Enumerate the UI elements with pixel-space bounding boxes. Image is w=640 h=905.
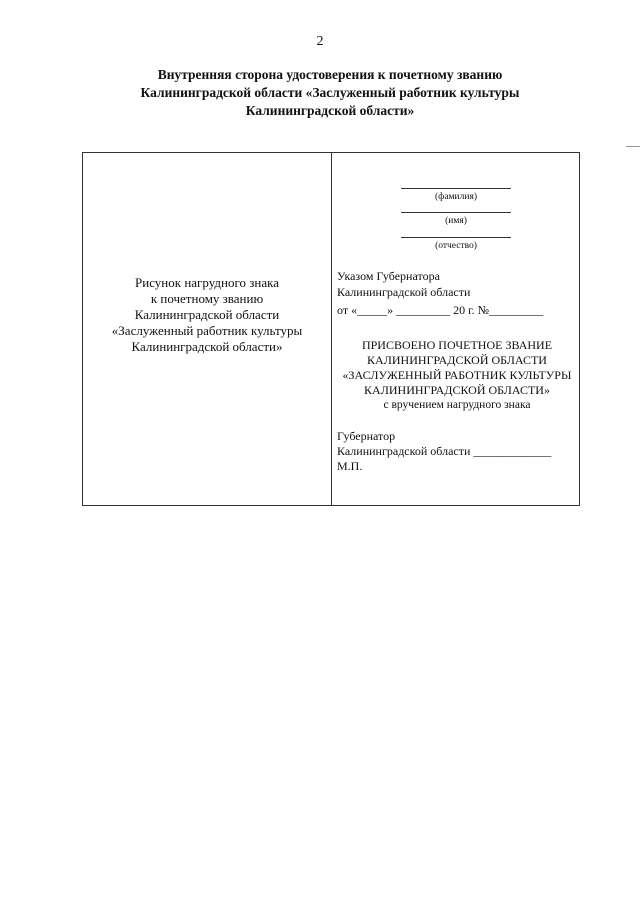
decree-line: Указом Губернатора	[337, 269, 440, 283]
signature-line: Калининградской области _____________	[337, 444, 552, 458]
heading-line: Калининградской области «Заслуженный работник культуры	[140, 85, 520, 100]
document-heading	[60, 66, 600, 120]
badge-caption-line: Калининградской области»	[131, 339, 283, 354]
decree-date-number-line: от «_____» _________ 20 г. №_________	[337, 303, 544, 317]
award-note: с вручением нагрудного знака	[383, 399, 531, 411]
signature-line: Губернатор	[337, 429, 396, 443]
award-line: КАЛИНИНГРАДСКОЙ ОБЛАСТИ	[367, 353, 547, 367]
heading-line: Калининградской области»	[245, 103, 415, 118]
edge-mark	[626, 146, 640, 147]
seal-place: М.П.	[337, 459, 363, 473]
certificate-inner-side	[82, 152, 580, 506]
name-field: (имя)	[401, 212, 511, 227]
patronymic-field: (отчество)	[401, 237, 511, 252]
badge-caption-line: Рисунок нагрудного знака	[135, 275, 279, 290]
heading-line: Внутренняя сторона удостоверения к почетному званию	[157, 67, 503, 82]
decree-line: Калининградской области	[337, 285, 471, 299]
award-statement	[333, 338, 581, 413]
page-number: 2	[316, 34, 324, 49]
surname-field: (фамилия)	[401, 188, 511, 203]
badge-caption-line: к почетному званию	[150, 291, 264, 306]
card-divider	[331, 153, 332, 505]
badge-drawing-placeholder	[83, 275, 331, 355]
badge-caption-line: Калининградской области	[134, 307, 280, 322]
award-line: КАЛИНИНГРАДСКОЙ ОБЛАСТИ»	[364, 383, 550, 397]
award-line: ПРИСВОЕНО ПОЧЕТНОЕ ЗВАНИЕ	[361, 338, 553, 352]
award-line: «ЗАСЛУЖЕННЫЙ РАБОТНИК КУЛЬТУРЫ	[342, 368, 572, 382]
badge-caption-line: «Заслуженный работник культуры	[111, 323, 303, 338]
